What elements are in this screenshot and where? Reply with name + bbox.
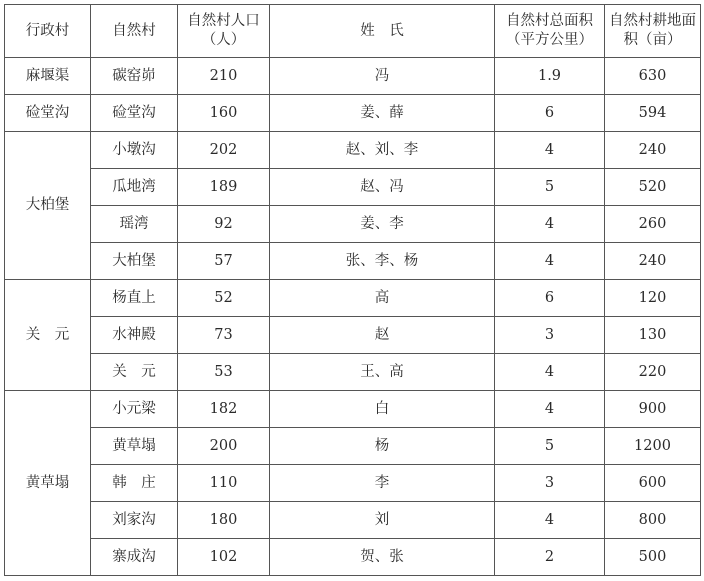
village-cell: 水神殿	[91, 317, 178, 354]
area-cell: 3	[495, 465, 605, 502]
area-cell: 4	[495, 354, 605, 391]
header-natural-village: 自然村	[91, 5, 178, 58]
population-cell: 102	[178, 539, 270, 576]
surnames-cell: 赵	[270, 317, 495, 354]
surnames-cell: 王、高	[270, 354, 495, 391]
area-cell: 6	[495, 95, 605, 132]
header-farmland	[605, 5, 701, 58]
surnames-cell: 高	[270, 280, 495, 317]
area-cell: 1.9	[495, 58, 605, 95]
village-table	[4, 4, 701, 576]
surnames-cell: 杨	[270, 428, 495, 465]
table-row	[5, 391, 701, 428]
table-row	[5, 169, 701, 206]
farmland-cell: 630	[605, 58, 701, 95]
village-cell: 大柏堡	[91, 243, 178, 280]
farmland-cell: 500	[605, 539, 701, 576]
area-cell: 6	[495, 280, 605, 317]
surnames-cell: 李	[270, 465, 495, 502]
admin-village-cell: 硷堂沟	[5, 95, 91, 132]
area-cell: 4	[495, 206, 605, 243]
village-cell: 寨成沟	[91, 539, 178, 576]
table-row	[5, 428, 701, 465]
farmland-cell: 520	[605, 169, 701, 206]
population-cell: 180	[178, 502, 270, 539]
table-row	[5, 280, 701, 317]
farmland-cell: 120	[605, 280, 701, 317]
table-row	[5, 354, 701, 391]
population-cell: 52	[178, 280, 270, 317]
farmland-cell: 130	[605, 317, 701, 354]
surnames-cell: 姜、李	[270, 206, 495, 243]
farmland-cell: 220	[605, 354, 701, 391]
farmland-cell: 240	[605, 243, 701, 280]
farmland-cell: 1200	[605, 428, 701, 465]
population-cell: 110	[178, 465, 270, 502]
population-cell: 189	[178, 169, 270, 206]
village-cell: 硷堂沟	[91, 95, 178, 132]
table-row	[5, 58, 701, 95]
header-total-area-label: 自然村总面积（平方公里）	[506, 13, 593, 48]
admin-village-cell: 黄草塌	[5, 391, 91, 576]
farmland-cell: 594	[605, 95, 701, 132]
admin-village-cell: 关 元	[5, 280, 91, 391]
village-cell: 碳窑峁	[91, 58, 178, 95]
surnames-cell: 张、李、杨	[270, 243, 495, 280]
village-cell: 瑶湾	[91, 206, 178, 243]
area-cell: 4	[495, 502, 605, 539]
population-cell: 202	[178, 132, 270, 169]
village-cell: 刘家沟	[91, 502, 178, 539]
area-cell: 4	[495, 243, 605, 280]
area-cell: 2	[495, 539, 605, 576]
surnames-cell: 贺、张	[270, 539, 495, 576]
table-row	[5, 502, 701, 539]
table-row	[5, 465, 701, 502]
village-cell: 小元梁	[91, 391, 178, 428]
header-admin-village: 行政村	[5, 5, 91, 58]
farmland-cell: 900	[605, 391, 701, 428]
area-cell: 4	[495, 132, 605, 169]
population-cell: 57	[178, 243, 270, 280]
population-cell: 92	[178, 206, 270, 243]
table-row	[5, 95, 701, 132]
village-cell: 韩 庄	[91, 465, 178, 502]
table-row	[5, 132, 701, 169]
surnames-cell: 赵、刘、李	[270, 132, 495, 169]
header-row	[5, 5, 701, 58]
table-row	[5, 206, 701, 243]
farmland-cell: 260	[605, 206, 701, 243]
surnames-cell: 刘	[270, 502, 495, 539]
population-cell: 73	[178, 317, 270, 354]
header-population-label: 自然村人口（人）	[187, 13, 260, 48]
area-cell: 4	[495, 391, 605, 428]
admin-village-cell: 大柏堡	[5, 132, 91, 280]
surnames-cell: 赵、冯	[270, 169, 495, 206]
village-cell: 杨直上	[91, 280, 178, 317]
table-row	[5, 539, 701, 576]
area-cell: 3	[495, 317, 605, 354]
area-cell: 5	[495, 169, 605, 206]
village-cell: 关 元	[91, 354, 178, 391]
area-cell: 5	[495, 428, 605, 465]
table-row	[5, 243, 701, 280]
header-surnames: 姓 氏	[270, 5, 495, 58]
table-row	[5, 317, 701, 354]
population-cell: 53	[178, 354, 270, 391]
population-cell: 210	[178, 58, 270, 95]
table-body	[5, 58, 701, 576]
village-cell: 小墩沟	[91, 132, 178, 169]
population-cell: 182	[178, 391, 270, 428]
farmland-cell: 240	[605, 132, 701, 169]
header-population	[178, 5, 270, 58]
village-cell: 瓜地湾	[91, 169, 178, 206]
population-cell: 200	[178, 428, 270, 465]
surnames-cell: 冯	[270, 58, 495, 95]
admin-village-cell: 麻堰渠	[5, 58, 91, 95]
header-total-area	[495, 5, 605, 58]
farmland-cell: 800	[605, 502, 701, 539]
farmland-cell: 600	[605, 465, 701, 502]
surnames-cell: 姜、薛	[270, 95, 495, 132]
surnames-cell: 白	[270, 391, 495, 428]
header-farmland-label: 自然村耕地面积（亩）	[609, 13, 696, 48]
village-cell: 黄草塌	[91, 428, 178, 465]
population-cell: 160	[178, 95, 270, 132]
